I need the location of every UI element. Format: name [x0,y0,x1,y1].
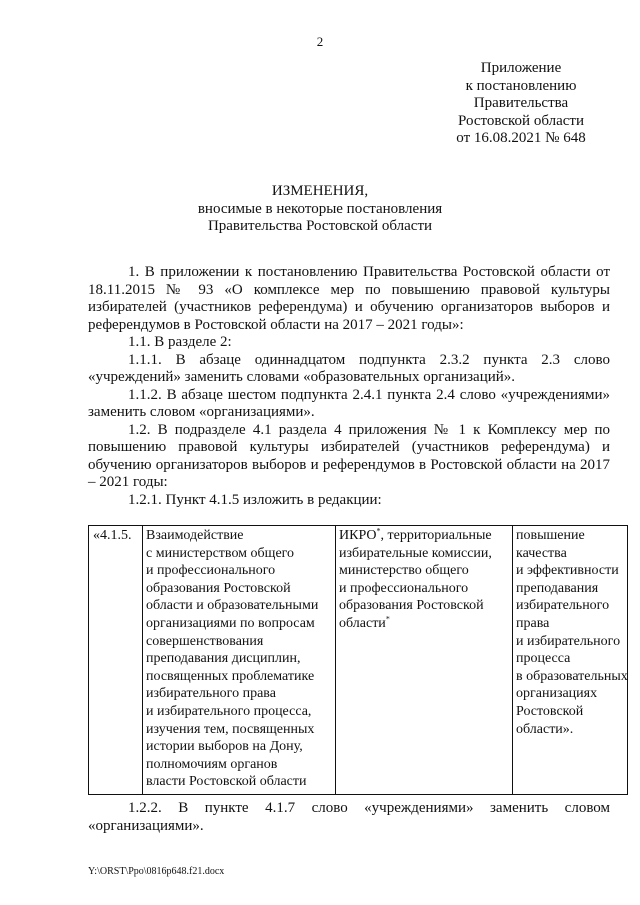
executors-cell [336,526,513,795]
activity-line: совершенствования [146,633,264,649]
paragraph-1: 1. В приложении к постановлению Правительства Ростовской области от 18.11.2015 № 93 «О комплексе мер по повышению правовой культуры избирателей (участников референдума) и обучению организаторов выборов и референдумов в Ростовской области на 2017 – 2021 годы»: [88,264,610,333]
appendix-line: к постановлению [465,77,577,94]
appendix-line: Правительства [473,95,569,111]
document-body [88,264,610,509]
result-line: в образовательных [516,668,628,684]
result-line: качества [516,545,567,561]
document-title [0,183,640,236]
activity-line: истории выборов на Дону, [146,739,303,755]
result-line: права [516,615,550,631]
executors-line: избирательные комиссии, [339,545,492,561]
title-line: вносимые в некоторые постановления [197,200,443,217]
paragraph-1-2: 1.2. В подразделе 4.1 раздела 4 приложения № 1 к Комплексу мер по повышению правовой культуры избирателей (участников референдума) и обучению организаторов выборов и референдумов в Ростовской области на 2017 – 2021 годы: [88,421,610,490]
footnote-mark: * [385,614,390,624]
executors-line [339,527,509,545]
activity-line: и избирательного процесса, [146,703,312,719]
activity-line: организациями по вопросам [146,615,315,631]
changes-table [88,525,628,795]
executor-region: области [339,615,386,631]
executor-territorial: , территориальные [380,528,492,543]
appendix-block [446,60,596,148]
activity-line: и профессионального [146,563,276,579]
page-number: 2 [316,34,324,49]
paragraph-1-1-2: 1.1.2. В абзаце шестом подпункта 2.4.1 пункта 2.4 слово «учреждениями» заменить словом «организациями». [88,386,610,420]
activity-line: с министерством общего [146,545,295,561]
executors-line [339,615,509,633]
appendix-line: Ростовской области [458,112,584,129]
executors-line: образования Ростовской [339,598,484,614]
executor-ikro: ИКРО [339,528,377,543]
result-line: повышение [516,528,585,543]
appendix-line: от 16.08.2021 № 648 [456,130,586,146]
activity-line: области и образовательными [146,598,319,614]
result-line: преподавания [516,580,599,596]
title-heading: ИЗМЕНЕНИЯ, [271,183,369,199]
result-line: области». [516,721,574,737]
activity-line: образования Ростовской [146,580,291,596]
result-cell [513,526,628,795]
activity-cell [143,526,336,795]
paragraph-1-1-1: 1.1.1. В абзаце одиннадцатом подпункта 2.3.2 пункта 2.3 слово «учреждений» заменить словами «образовательных организаций». [88,351,610,385]
table-row [89,526,628,795]
paragraph-1-2-1: 1.2.1. Пункт 4.1.5 изложить в редакции: [128,491,382,508]
activity-line: власти Ростовской области [146,774,307,790]
appendix-line: Приложение [480,60,562,76]
paragraph-1-1: 1.1. В разделе 2: [128,334,232,350]
activity-line: изучения тем, посвященных [146,721,315,737]
title-line: Правительства Ростовской области [207,218,433,234]
activity-line: избирательного права [146,686,276,702]
result-line: Ростовской [516,703,584,719]
executors-line: министерство общего [339,563,469,579]
item-number-cell: «4.1.5. [89,526,143,795]
footnote-mark: * [376,526,381,536]
activity-line: преподавания дисциплин, [146,651,301,667]
file-path-footer: Y:\ORST\Ppo\0816p648.f21.docx [88,866,225,877]
activity-line: Взаимодействие [146,528,244,543]
activity-line: посвященных проблематике [146,668,315,684]
activity-line: полномочиям органов [146,756,278,772]
result-line: и избирательного [516,633,621,649]
result-line: организациях [516,686,598,702]
result-line: избирательного [516,598,610,614]
executors-line: и профессионального [339,580,469,596]
document-body-after-table [88,800,610,835]
result-line: процесса [516,651,571,667]
result-line: и эффективности [516,563,619,579]
paragraph-1-2-2: 1.2.2. В пункте 4.1.7 слово «учреждениями» заменить словом «организациями». [88,800,610,834]
